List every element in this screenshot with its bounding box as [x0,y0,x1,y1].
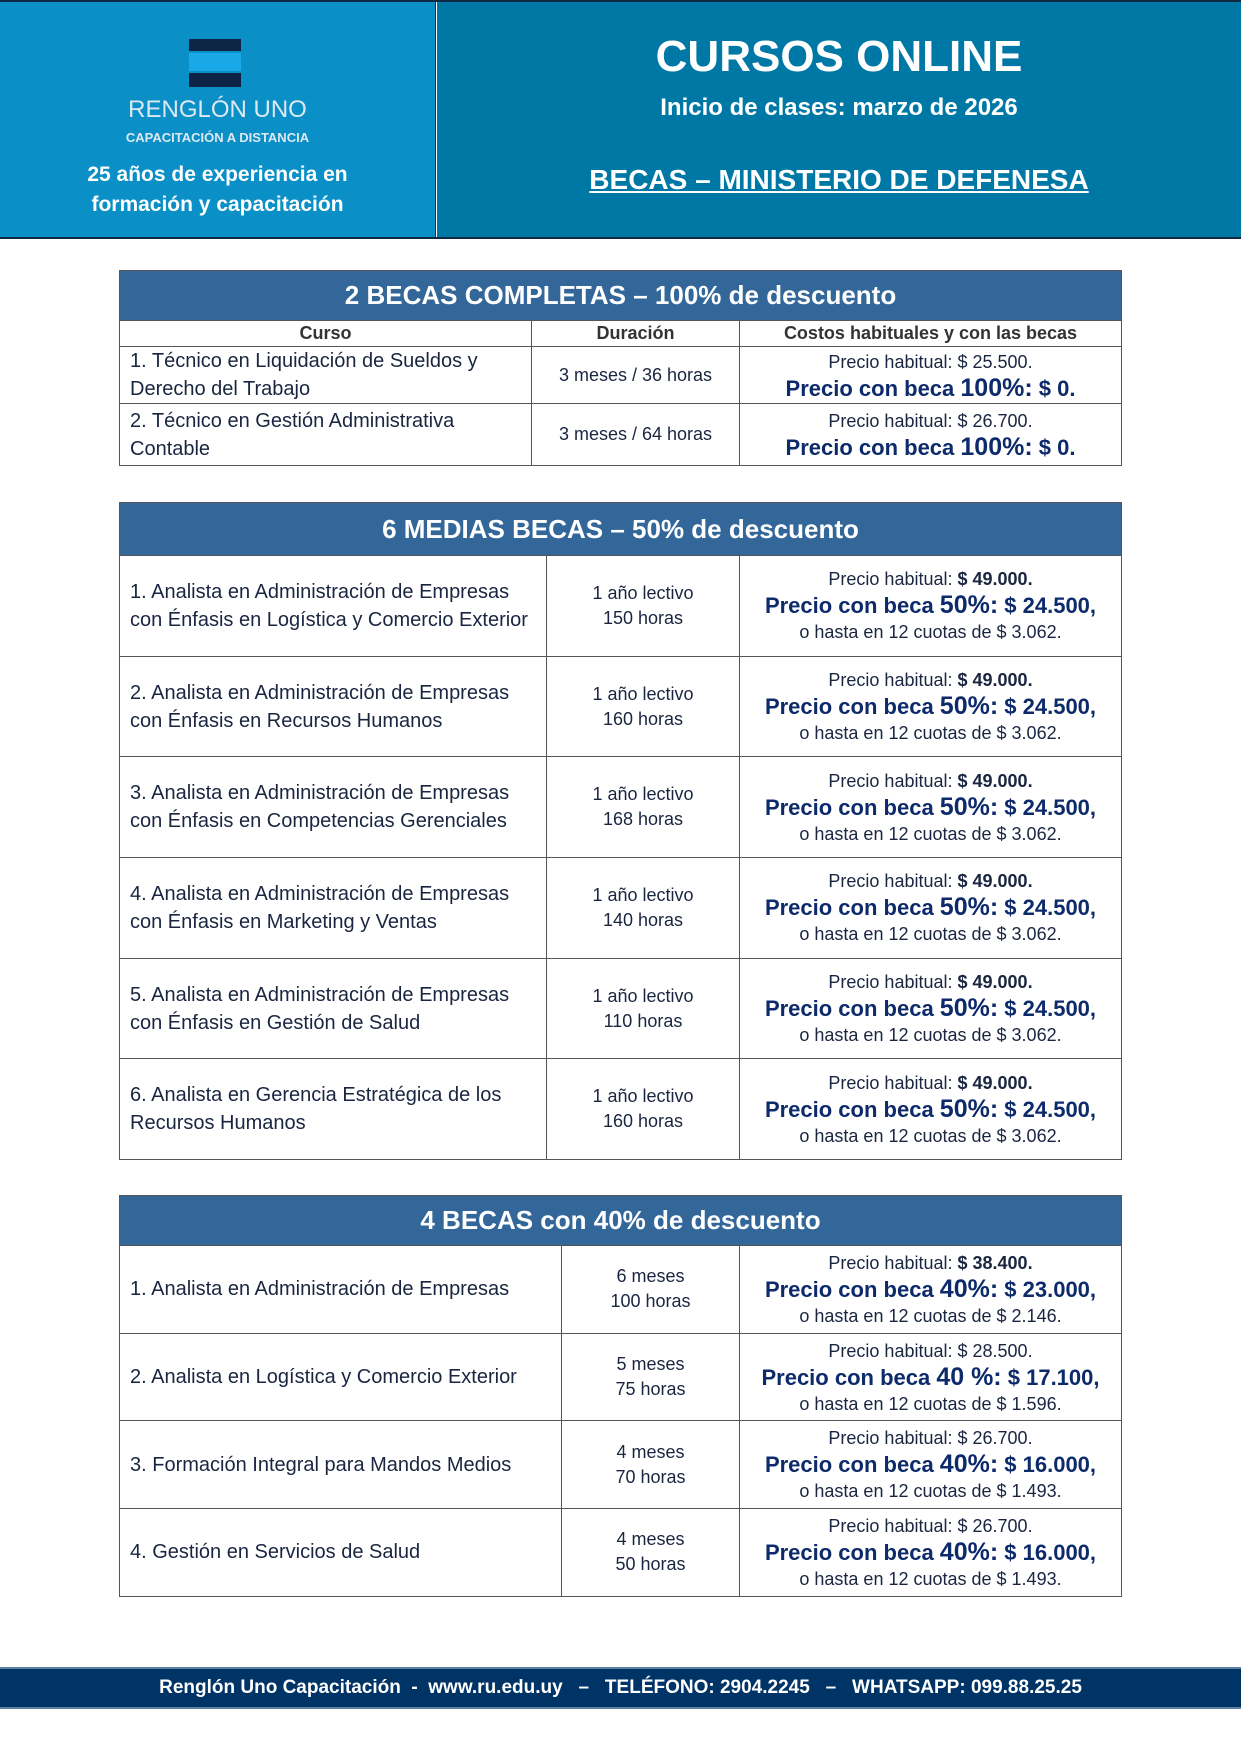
table-title: 4 BECAS con 40% de descuento [120,1196,1122,1246]
column-header-duracion: Duración [532,321,740,347]
course-duration: 1 año lectivo 110 horas [547,958,740,1059]
scholarship-price-value: $ 0. [1032,375,1076,401]
course-duration: 3 meses / 36 horas [532,347,740,404]
page-title: CURSOS ONLINE [655,32,1023,81]
table-row [120,404,1122,466]
course-duration: 4 meses 70 horas [562,1421,740,1509]
course-duration: 4 meses 50 horas [562,1509,740,1597]
regular-price-label: Precio habitual: [828,1340,953,1361]
scholarship-price-label: Precio con beca [764,996,940,1022]
discount-percent: 40%: [939,1537,999,1566]
table-row [120,757,1122,858]
table-row [120,556,1122,657]
scholarship-price-value: $ 16.000, [998,1452,1097,1478]
scholarship-price-value: $ 17.100, [1001,1364,1100,1390]
experience-line: formación y capacitación [91,193,344,216]
regular-price-value: $ 26.700. [957,1428,1033,1449]
regular-price [744,868,1117,894]
table-row [120,1421,1122,1509]
discount-percent: 50%: [939,792,999,821]
regular-price-value: $ 26.700. [957,1515,1033,1536]
regular-price-label: Precio habitual: [828,1252,953,1273]
scholarship-price [744,1539,1117,1566]
regular-price-label: Precio habitual: [828,871,953,892]
scholarship-price-label: Precio con beca [764,694,940,720]
course-name: 5. Analista en Administración de Empresas con Énfasis en Gestión de Salud [120,958,547,1059]
scholarship-price-label: Precio con beca [764,593,940,619]
regular-price-label: Precio habitual: [828,1515,953,1536]
course-pricing [740,1333,1122,1421]
installments: o hasta en 12 cuotas de $ 3.062. [799,1125,1062,1146]
scholarship-price [744,592,1117,619]
regular-price-label: Precio habitual: [828,1428,953,1449]
scholarship-table [119,502,1122,1160]
regular-price-label: Precio habitual: [828,770,953,791]
discount-percent: 100%: [960,433,1033,461]
discount-percent: 50%: [939,692,999,721]
regular-price-value: $ 49.000. [957,1072,1033,1093]
experience-text [0,160,435,220]
scholarship-price [744,1364,1117,1391]
regular-price [744,349,1117,375]
scholarship-price-value: $ 24.500, [998,895,1097,921]
footer-contact: Renglón Uno Capacitación - www.ru.edu.uy – TELÉFONO: 2904.2245 – WHATSAPP: 099.88.25.25 [0,1667,1241,1709]
course-name: 4. Gestión en Servicios de Salud [120,1509,562,1597]
becas-title: BECAS – MINISTERIO DE DEFENESA [589,164,1089,195]
regular-price-value: $ 49.000. [957,670,1033,691]
scholarship-table [119,1195,1122,1597]
regular-price-value: $ 49.000. [957,569,1033,590]
renglon-uno-logo-icon [189,39,241,87]
scholarship-price [744,1451,1117,1478]
regular-price-label: Precio habitual: [828,411,953,431]
course-name: 1. Analista en Administración de Empresas con Énfasis en Logística y Comercio Exterior [120,556,547,657]
installments: o hasta en 12 cuotas de $ 3.062. [799,1025,1062,1046]
course-duration: 1 año lectivo 140 horas [547,858,740,959]
regular-price [744,1250,1117,1276]
discount-percent: 50%: [939,591,999,620]
scholarship-price [744,1276,1117,1303]
course-pricing [740,347,1122,404]
course-name: 6. Analista en Gerencia Estratégica de los Recursos Humanos [120,1059,547,1160]
course-name: 2. Analista en Logística y Comercio Exterior [120,1333,562,1421]
regular-price [744,1425,1117,1451]
regular-price-value: $ 38.400. [957,1252,1033,1273]
regular-price-label: Precio habitual: [828,670,953,691]
scholarship-price [744,794,1117,821]
experience-line: 25 años de experiencia en [87,163,348,186]
scholarship-price-value: $ 23.000, [998,1276,1097,1302]
discount-percent: 100%: [960,373,1033,402]
regular-price [744,667,1117,693]
course-duration: 1 año lectivo 150 horas [547,556,740,657]
course-pricing [740,404,1122,466]
course-name: 2. Analista en Administración de Empresas con Énfasis en Recursos Humanos [120,656,547,757]
course-name: 3. Analista en Administración de Empresas con Énfasis en Competencias Gerenciales [120,757,547,858]
page-header [0,0,1241,239]
course-pricing [740,1246,1122,1334]
scholarship-price [744,1096,1117,1123]
regular-price [744,768,1117,794]
table-row [120,1509,1122,1597]
installments: o hasta en 12 cuotas de $ 3.062. [799,723,1062,744]
course-duration: 1 año lectivo 160 horas [547,1059,740,1160]
installments: o hasta en 12 cuotas de $ 1.596. [799,1393,1062,1414]
regular-price [744,1513,1117,1539]
course-name: 1. Técnico en Liquidación de Sueldos y Derecho del Trabajo [120,347,532,404]
course-duration: 1 año lectivo 160 horas [547,656,740,757]
scholarship-price-value: $ 16.000, [998,1539,1097,1565]
scholarship-price [744,375,1117,402]
title-panel [437,2,1241,237]
course-name: 1. Analista en Administración de Empresas [120,1246,562,1334]
scholarship-price-value: $ 24.500, [998,593,1097,619]
installments: o hasta en 12 cuotas de $ 1.493. [799,1568,1062,1589]
regular-price-label: Precio habitual: [828,351,953,372]
course-pricing [740,556,1122,657]
brand-tagline: CAPACITACIÓN A DISTANCIA [125,130,310,145]
regular-price-value: $ 26.700. [957,411,1033,431]
start-date: Inicio de clases: marzo de 2026 [660,94,1018,121]
course-name: 4. Analista en Administración de Empresas con Énfasis en Marketing y Ventas [120,858,547,959]
regular-price [744,566,1117,592]
scholarship-price-label: Precio con beca [764,1276,940,1302]
scholarship-price [744,693,1117,720]
scholarship-price-label: Precio con beca [764,1096,940,1122]
table-row [120,958,1122,1059]
course-duration: 1 año lectivo 168 horas [547,757,740,858]
course-pricing [740,858,1122,959]
regular-price-value: $ 49.000. [957,770,1033,791]
brand-name: RENGLÓN UNO [128,96,307,123]
table-row [120,1059,1122,1160]
installments: o hasta en 12 cuotas de $ 3.062. [799,924,1062,945]
scholarship-price-value: $ 24.500, [998,694,1097,720]
scholarship-price-label: Precio con beca [785,375,961,401]
table-title: 6 MEDIAS BECAS – 50% de descuento [120,503,1122,556]
discount-percent: 50%: [939,1094,999,1123]
column-header-curso: Curso [120,321,532,347]
scholarship-price [744,434,1117,461]
scholarship-price-label: Precio con beca [764,1452,940,1478]
course-pricing [740,656,1122,757]
discount-percent: 40 %: [936,1362,1002,1391]
column-header-costos: Costos habituales y con las becas [740,321,1122,347]
course-duration: 3 meses / 64 horas [532,404,740,466]
regular-price-label: Precio habitual: [828,1072,953,1093]
scholarship-price-label: Precio con beca [764,1539,940,1565]
brand-panel [0,2,436,237]
regular-price-label: Precio habitual: [828,972,953,993]
scholarship-price-value: $ 24.500, [998,1096,1097,1122]
scholarship-price-label: Precio con beca [764,895,940,921]
course-pricing [740,1059,1122,1160]
installments: o hasta en 12 cuotas de $ 3.062. [799,823,1062,844]
course-duration: 5 meses 75 horas [562,1333,740,1421]
regular-price-value: $ 49.000. [957,972,1033,993]
discount-percent: 50%: [939,994,999,1023]
scholarship-price-value: $ 0. [1032,435,1076,460]
table-row [120,656,1122,757]
scholarship-price [744,995,1117,1022]
course-pricing [740,958,1122,1059]
course-duration: 6 meses 100 horas [562,1246,740,1334]
table-title: 2 BECAS COMPLETAS – 100% de descuento [120,271,1122,321]
installments: o hasta en 12 cuotas de $ 3.062. [799,622,1062,643]
scholarship-price-value: $ 24.500, [998,794,1097,820]
discount-percent: 40%: [939,1450,999,1479]
scholarship-table [119,270,1122,466]
discount-percent: 40%: [939,1274,999,1303]
scholarship-price-label: Precio con beca [761,1364,937,1390]
installments: o hasta en 12 cuotas de $ 2.146. [799,1305,1062,1326]
discount-percent: 50%: [939,893,999,922]
regular-price-value: $ 49.000. [957,871,1033,892]
installments: o hasta en 12 cuotas de $ 1.493. [799,1481,1062,1502]
regular-price [744,1338,1117,1364]
scholarship-price-label: Precio con beca [764,794,940,820]
regular-price [744,969,1117,995]
regular-price-label: Precio habitual: [828,569,953,590]
regular-price-value: $ 25.500. [957,351,1033,372]
regular-price-value: $ 28.500. [957,1340,1033,1361]
scholarship-price-label: Precio con beca [785,435,961,460]
table-row [120,1333,1122,1421]
course-pricing [740,1509,1122,1597]
regular-price [744,1070,1117,1096]
scholarship-price [744,894,1117,921]
table-row [120,858,1122,959]
course-name: 3. Formación Integral para Mandos Medios [120,1421,562,1509]
regular-price [744,408,1117,434]
scholarship-price-value: $ 24.500, [998,996,1097,1022]
course-name: 2. Técnico en Gestión Administrativa Contable [120,404,532,466]
table-row [120,1246,1122,1334]
table-row [120,347,1122,404]
course-pricing [740,757,1122,858]
course-pricing [740,1421,1122,1509]
